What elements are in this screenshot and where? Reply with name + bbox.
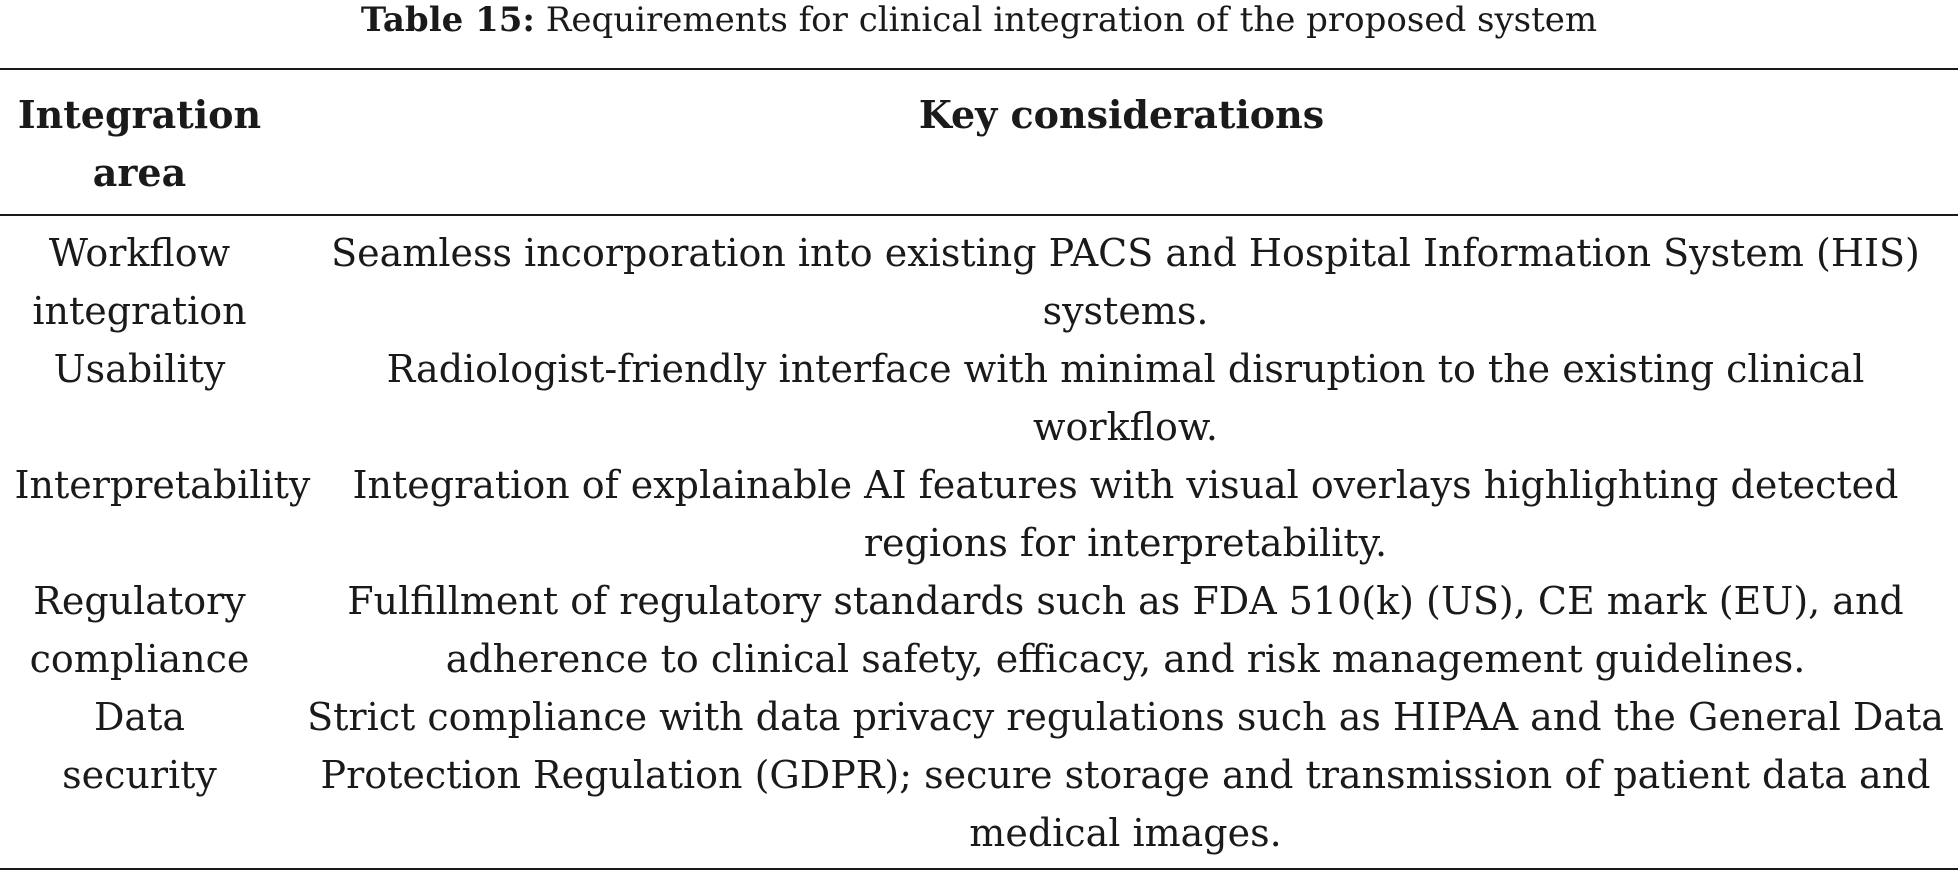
table-row [0, 572, 1958, 688]
integration-area-cell [0, 340, 285, 456]
integration-area-text: Interpretability [14, 463, 311, 507]
key-considerations-cell: Radiologist-friendly interface with minimal disruption to the existing clinical workflow. [386, 347, 1865, 449]
table-row [0, 456, 1958, 572]
table-row [0, 340, 1958, 456]
requirements-table-container [0, 68, 1958, 870]
table-caption [0, 0, 1958, 40]
key-considerations-cell: Strict compliance with data privacy regulations such as HIPAA and the General Data Protection Regulation (GDPR); secure storage and transmission of patient data and medical images. [307, 695, 1944, 855]
key-considerations-cell: Fulfillment of regulatory standards such as FDA 510(k) (US), CE mark (EU), and adherence to clinical safety, efficacy, and risk management guidelines. [347, 579, 1904, 681]
header-row [0, 69, 1958, 215]
integration-area-text: Regulatory compliance [29, 579, 250, 681]
key-considerations-cell: Seamless incorporation into existing PACS and Hospital Information System (HIS) systems. [331, 231, 1920, 333]
integration-area-cell [0, 215, 285, 340]
header-key-considerations: Key considerations [918, 92, 1325, 137]
integration-area-cell [0, 456, 311, 572]
table-row [0, 215, 1958, 340]
table-row [0, 688, 1958, 869]
integration-area-text: Workflow integration [32, 231, 247, 333]
integration-area-cell [0, 688, 285, 869]
integration-area-cell [0, 572, 285, 688]
table-header [0, 69, 1958, 215]
header-integration-area-label: Integration area [17, 92, 262, 195]
table-title: Requirements for clinical integration of the proposed system [545, 0, 1598, 40]
requirements-table [0, 68, 1958, 870]
table-body [0, 215, 1958, 869]
integration-area-text: Data security [62, 695, 217, 797]
key-considerations-cell: Integration of explainable AI features with visual overlays highlighting detected regions for interpretability. [352, 463, 1899, 565]
header-integration-area [0, 69, 285, 215]
table-number: Table 15: [360, 0, 535, 40]
integration-area-text: Usability [53, 347, 226, 391]
